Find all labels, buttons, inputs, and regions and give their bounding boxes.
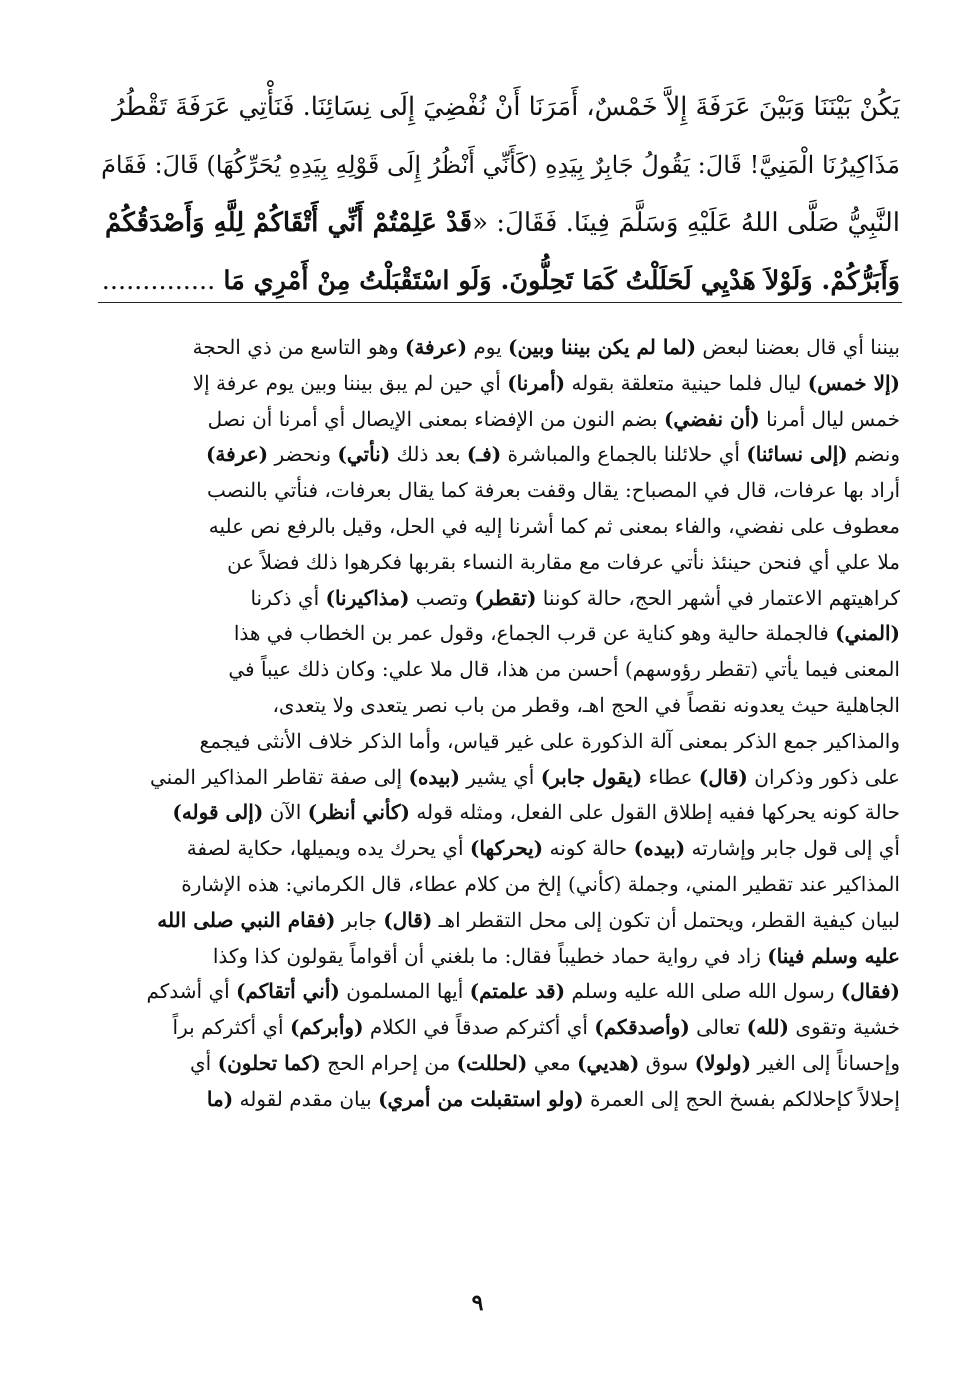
commentary-line	[100, 724, 900, 760]
bold-text-segment: (وأبركم)	[289, 1015, 364, 1040]
bold-text-segment: (هديي)	[577, 1050, 640, 1075]
bold-text-segment: (ولولا)	[694, 1050, 752, 1075]
text-segment: بيان مقدم لقوله	[233, 1086, 379, 1111]
text-segment: من إحرام الحج	[320, 1050, 457, 1075]
text-segment: وتصب	[409, 585, 475, 610]
text-segment: إلى صفة تقاطر المذاكير المني	[150, 764, 409, 789]
text-segment: المعنى فيما يأتي (تقطر رؤوسهم) أحسن من هذا، قال ملا علي: وكان ذلك عيباً في	[228, 657, 900, 682]
bold-text-segment: (يقول جابر)	[540, 764, 643, 789]
text-segment: رسول الله صلى الله عليه وسلم	[565, 979, 841, 1004]
text-segment: الجاهلية حيث يعدونه نقصاً في الحج اهـ، وقطر من باب نصر يتعدى ولا يتعدى،	[272, 692, 900, 717]
commentary-line	[100, 509, 900, 545]
commentary-line	[100, 366, 900, 402]
text-segment: فالجملة حالية وهو كناية عن قرب الجماع، وقول عمر بن الخطاب في هذا	[233, 621, 836, 646]
text-segment: المذاكير عند تقطير المني، وجملة (كأني) إلخ من كلام عطاء، قال الكرماني: هذه الإشارة	[181, 871, 900, 896]
commentary-line	[100, 1082, 900, 1118]
text-segment: لبيان كيفية القطر، ويحتمل أن تكون إلى محل التقطر اهـ	[432, 907, 900, 932]
commentary-line	[100, 652, 900, 688]
commentary-line	[100, 330, 900, 366]
bold-text-segment: (وأصدقكم)	[594, 1015, 690, 1040]
commentary-line	[100, 545, 900, 581]
bold-text-segment: (المني)	[835, 621, 900, 646]
text-segment: ليال فلما حينية متعلقة بقوله	[565, 370, 808, 395]
text-segment: ..............	[101, 266, 224, 296]
commentary-line	[100, 795, 900, 831]
bold-text-segment: (لما لم يكن بيننا وبين)	[508, 335, 697, 359]
bold-text-segment: (نأتي)	[337, 442, 391, 467]
text-segment: جابر	[335, 907, 384, 932]
bold-text-segment: (بيده)	[633, 836, 686, 861]
page-number: ٩	[471, 1290, 484, 1316]
text-segment: النَّبِيُّ صَلَّى اللهُ عَلَيْهِ وَسَلَّمَ فِينَا. فَقَالَ: «	[472, 208, 900, 238]
commentary-line	[100, 939, 900, 975]
commentary-line	[100, 903, 900, 939]
bold-text-segment: عليه وسلم فينا)	[767, 943, 900, 968]
separator-line	[98, 302, 902, 303]
text-segment: يوم	[467, 335, 509, 359]
bold-text-segment: (أن نفضي)	[663, 406, 760, 431]
bold-text-segment: (قال)	[383, 907, 433, 932]
text-segment: حالة كونه يحركها ففيه إطلاق القول على الفعل، ومثله قوله	[409, 800, 900, 825]
commentary-line	[100, 760, 900, 796]
text-segment: زاد في رواية حماد خطيباً فقال: ما بلغني أن أقواماً يقولون كذا وكذا	[212, 943, 768, 968]
commentary-line	[100, 581, 900, 617]
text-segment: بيننا أي قال بعضنا لبعض	[696, 335, 900, 359]
bold-text-segment: (فـ)	[466, 442, 502, 467]
bold-text-segment: (أمرنا)	[507, 370, 566, 395]
hadith-line	[100, 78, 900, 136]
text-segment: أي يشير	[459, 764, 541, 789]
bold-text-segment: (لله)	[746, 1015, 789, 1040]
text-segment: أي ذكرنا	[250, 585, 326, 610]
bold-text-segment: (قد علمتم)	[469, 979, 566, 1004]
text-segment: عطاء	[642, 764, 699, 789]
hadith-line	[100, 194, 900, 252]
bold-text-segment: قَدْ عَلِمْتُمْ أَنِّي أَتْقَاكُمْ لِلَّهِ وَأَصْدَقُكُمْ	[105, 208, 473, 238]
bold-text-segment: (كأني أنظر)	[307, 800, 410, 825]
text-segment: سوق	[639, 1050, 695, 1075]
text-segment: أيها المسلمون	[339, 979, 470, 1004]
bold-text-segment: (ولو استقبلت من أمري)	[378, 1086, 584, 1111]
text-segment: معي	[527, 1050, 578, 1075]
text-segment: أي حين لم يبق بيننا وبين يوم عرفة إلا	[192, 370, 508, 395]
text-segment: أي إلى قول جابر وإشارته	[685, 836, 900, 861]
bold-text-segment: (عرفة)	[404, 335, 468, 359]
bold-text-segment: (يحركها)	[469, 836, 544, 861]
text-segment: أي أكثركم صدقاً في الكلام	[363, 1015, 595, 1040]
text-segment: ملا علي أي فنحن حينئذ نأتي عرفات مع مقاربة النساء بقربها فكرهوا ذلك فضلاً عن	[227, 549, 900, 574]
text-segment: كراهيتهم الاعتمار في أشهر الحج، حالة كوننا	[536, 585, 900, 610]
hadith-line	[100, 136, 900, 194]
text-segment: ونحضر	[268, 442, 338, 467]
text-segment: أراد بها عرفات، قال في المصباح: يقال وقفت بعرفة كما يقال بعرفات، فنأتي بالنصب	[206, 478, 900, 503]
commentary-line	[100, 831, 900, 867]
text-segment: أي أشدكم	[146, 979, 237, 1004]
bold-text-segment: (ما	[206, 1086, 234, 1111]
bold-text-segment: (أني أتقاكم)	[236, 979, 340, 1004]
text-segment: أي يحرك يده ويميلها، حكاية لصفة	[186, 836, 470, 861]
commentary-line	[100, 974, 900, 1010]
text-segment: على ذكور وذكران	[747, 764, 900, 789]
bold-text-segment: (مذاكيرنا)	[325, 585, 410, 610]
bold-text-segment: (فقال)	[840, 979, 900, 1004]
text-segment: أي أكثركم براً	[172, 1015, 290, 1040]
text-segment: بضم النون من الإفضاء بمعنى الإيصال أي أمرنا أن نصل	[207, 406, 664, 431]
commentary-line	[100, 1046, 900, 1082]
commentary-line	[100, 402, 900, 438]
bold-text-segment: (عرفة)	[205, 442, 269, 467]
text-segment: والمذاكير جمع الذكر بمعنى آلة الذكورة على غير قياس، وأما الذكر خلاف الأنثى فيجمع	[199, 728, 900, 753]
bold-text-segment: (إلى قوله)	[172, 800, 264, 825]
bold-text-segment: وَأَبَرُّكُمْ. وَلَوْلاَ هَدْيِي لَحَلَلْتُ كَمَا تَحِلُّونَ. وَلَو اسْتَقْبَلْتُ مِنْ أَمْرِي مَا	[223, 266, 900, 296]
bold-text-segment: (بيده)	[408, 764, 460, 789]
text-segment: مَذَاكِيرُنَا الْمَنِيَّ! قَالَ: يَقُولُ جَابِرٌ بِيَدِهِ (كَأَنِّي أَنْظُرُ إِلَى قَوْلِهِ بِيَدِهِ يُحَرِّكُهَا) قَالَ: فَقَامَ	[101, 151, 900, 179]
commentary-block	[100, 330, 900, 1118]
text-segment: أي	[190, 1050, 218, 1075]
bold-text-segment: (إلا خمس)	[807, 370, 900, 395]
commentary-line	[100, 1010, 900, 1046]
bold-text-segment: (تقطر)	[474, 585, 537, 610]
commentary-line	[100, 616, 900, 652]
bold-text-segment: (لحللت)	[456, 1050, 528, 1075]
commentary-line	[100, 437, 900, 473]
text-segment: وهو التاسع من ذي الحجة	[192, 335, 405, 359]
text-segment: حالة كونه	[543, 836, 634, 861]
text-segment: بعد ذلك	[390, 442, 467, 467]
text-segment: يَكُنْ بَيْنَنَا وَبَيْنَ عَرَفَةَ إِلاَّ خَمْسٌ، أَمَرَنَا أَنْ نُفْضِيَ إِلَى نِسَائِنَا. فَنَأْتِي عَرَفَةَ تَقْطُرُ	[112, 92, 900, 122]
text-segment: وإحساناً إلى الغير	[751, 1050, 900, 1075]
commentary-line	[100, 688, 900, 724]
bold-text-segment: (كما تحلون)	[217, 1050, 321, 1075]
text-segment: معطوف على نفضي، والفاء بمعنى ثم كما أشرنا إليه في الحل، وقيل بالرفع نص عليه	[208, 513, 900, 538]
bold-text-segment: (إلى نسائنا)	[746, 442, 848, 467]
text-segment: خشية وتقوى	[788, 1015, 900, 1040]
text-segment: تعالى	[689, 1015, 747, 1040]
text-segment: ونضم	[847, 442, 900, 467]
commentary-line	[100, 473, 900, 509]
text-segment: إحلالاً كإحلالكم بفسخ الحج إلى العمرة	[583, 1086, 900, 1111]
commentary-line	[100, 867, 900, 903]
bold-text-segment: (قال)	[698, 764, 748, 789]
text-segment: أي حلائلنا بالجماع والمباشرة	[501, 442, 747, 467]
bold-text-segment: (فقام النبي صلى الله	[157, 907, 336, 932]
hadith-text-block	[100, 78, 900, 310]
text-segment: خمس ليال أمرنا	[759, 406, 900, 431]
text-segment: الآن	[263, 800, 308, 825]
